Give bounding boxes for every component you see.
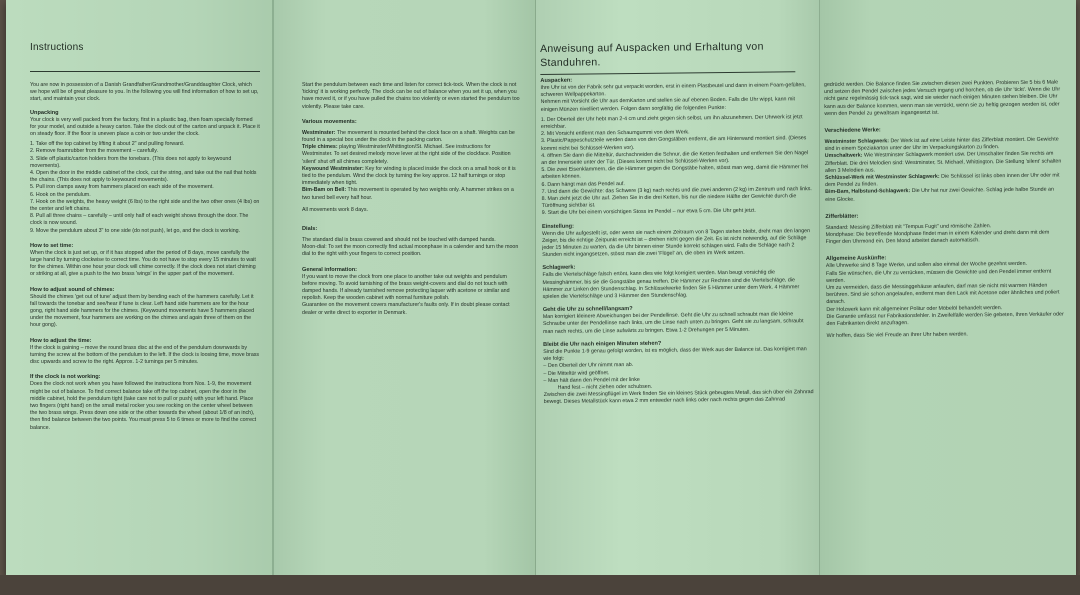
section-heading-general: General information: (302, 266, 358, 273)
closing-text: Wir hoffen, dass Sie viel Freude an Ihrer Uhr haben werden. (826, 331, 968, 340)
list-item: – Man hält dann den Pendel mit der linke (544, 375, 816, 385)
step-item: 8. Man zieht jetzt die Uhr auf. Ziehen Sie in die drei Ketten, bis nur die niedere Hälfte der Gewichte durch die Türöffnung sichtbar ist. (541, 193, 797, 210)
section-heading-unpacking: Unpacking (30, 109, 59, 116)
balance-paragraph-german: gedrückt werden. Die Balance finden Sie zwischen diesen zwei Punkten. Probieren Sie 5 bis 6 Male und setzen den Pendel zwischen jedes Versuch ingang und horchen, ob die Uhr 'tickt'. Wenn die Uhr nicht ganz regelmässig tick-tack sagt, wird sie wieder nach einigen Minuten stehen bleiben. Die Uhr kann aus der Balance kommen, wenn man sie verrückt, wenn sie zu heftig gezogen worden ist, oder wenn den Pendel zu gewaltsam ingangesetzt ist. (823, 79, 1061, 117)
page-title: Instructions (30, 42, 260, 72)
step-item: 5. Die zwei Eisenklammern, die die Hämmer gegen die Gongstäbe halten, stösst man weg, damit die Hämmer frei arbeiten können. (541, 164, 809, 181)
allgemeine-text: Alle Uhrwerke sind 8 Tage Werke, und sollen also einmal der Woche gezehnt werden. (825, 261, 1028, 270)
step-item: 8. Pull all three chains – carefully – until only half of each weight shows through the door. The clock is now wound. (30, 213, 249, 227)
section-heading-ziffer: Zifferblätter: (825, 213, 859, 220)
moon-dial-text: Moon-dial: To set the moon correctly find actual moonphase in a calender and turn the moon dial to the right with your fingers to correct position. (302, 244, 519, 258)
step-item: 1. Take off the top cabinet by lifting it about 2" and pulling forward. (30, 141, 185, 148)
section-heading-dials: Dials: (302, 226, 318, 233)
schlagwerk-text: Falls die Viertelschläge falsch ertönt, kann dies wie folgt korrigiert werden. Man beugt vorsichtig die Messinghämmer, bis sie die Gongstäbe genau treffen. Die Hämmer zur Rechten sind die Viertelschläge, die Hämmer zur Linken den Stundenschlag. In Schlüsselwerke finden Sie 5 Hämmer unter dem Werk. 4 Hämmer spielen die Viertelschläge und 3 Hämmer den Stundenschlag. (542, 269, 800, 301)
step-item: 3. Plastic/Pappeschutzteile werden dann von den Gongstäben entfernt, die am Hinterwand montiert sind. (Dieses kommt nicht bei Schlüssel-Werken vor). (541, 135, 807, 152)
intro-paragraph: You are now in possession of a Danish Grandfather/Grandmother/Granddaughter Clock, which we hope will be of great pleasure to you. In the following you will find information of how to set up, start, and maintain your clock. (30, 82, 259, 103)
adjust-time-text: If the clock is gaining – move the round brass disc at the end of the pendulum downwards by turning the screw at the bottom of the pendulum to the left. If the clock is loosing time, move brass disc upwards and screw to the right. Approx. 1-2 turnings per 5 minutes. (30, 344, 260, 366)
section-heading-movements: Various movements: (302, 118, 357, 125)
section-heading-allgemeine: Allgemeine Auskünfte: (825, 255, 887, 263)
auspacken-text: Ihre Uhr ist von der Fabrik sehr gut verpackt worden, erst in einem Plastbeutel und dann in einem Foam-gefülten, schweren Wellpappekarton. (540, 82, 806, 99)
panel-english-continued (274, 0, 536, 575)
mondphase-text: Mondphase: Die betreffende Mondphase findet man in einem Kalender und dreht dann mit dem Finger den Uhrmond ein. Den Mond arbeitet danach automatisch. (825, 229, 1050, 246)
step-item: 2. Remove foamrubber from the movement – carefully. (30, 148, 158, 155)
section-heading-werke: Verschiedene Werke: (824, 127, 881, 134)
werk-item: Westminster Schlagwerk: Der Werk ist auf eine Leiste hinter das Zifferblatt montiert. Die Gewichte sind in einem Speziakarton unter der Uhr im Verpackungskarton zu finden. (824, 136, 1059, 153)
movement-item: Bim-Bam on Bell: This movement is operated by two weights only. A hammer strikes on a two tuned bell every half hour. (302, 187, 514, 201)
section-heading-set-time: How to set time: (30, 242, 74, 249)
section-heading-bleibt: Bleibt die Uhr nach einigen Minuten stehen? (543, 340, 662, 348)
allgemeine-text: Der Holzwerk kann mit allgemeiner Politur oder Möbelöl behandelt werden. (826, 304, 1003, 313)
einstellung-text: Wenn die Uhr aufgestellt ist, oder wenn sie nach einem Zeitraum von 8 Tagen stehen bleibt, dreht man den langen Zeiger, bis die richtige Zeitpunkt erreicht ist – drehen nicht gegen die Zeit. Es ist nicht notwendig, auf die Schläge jeder 15 Minuten zu warten, da die Uhr binnen einer Stunde korrekt schlagen wird. Falls die Schläge nach 2 Stunden nicht ingangsetzen, stösst man die zwei 'Flügel' an, die oben im Werk setzen. (541, 227, 811, 259)
section-heading-auspacken: Auspacken: (540, 77, 573, 84)
movement-item: Keywound Westminster: Key for winding is placed inside the clock on a small hook or it is tied to the pendulum. Wind the clock by turning the key approx. 12 half turnings or stop immediately when tight. (302, 165, 516, 187)
movements-footer: All movements work 8 days. (302, 206, 368, 213)
balance-paragraph: Start the pendulum between each time and listen for correct tick-tock. When the clock is not 'ticking' it is working perfectly. The clock can be out of balance when you set it up, when you have moved it, or if you have pulled the chains too violently or even started the pendulum too violently. Please take care. (302, 82, 520, 110)
section-heading-adjust-time: How to adjust the time: (30, 337, 92, 344)
section-heading-adjust-sound: How to adjust sound of chimes: (30, 286, 115, 293)
not-working-text: Does the clock not work when you have followed the instructions from Nos. 1-9, the movement might be out of balance. To find correct balance take off the top cabinet, open the door in the middle cabinet, hold the pendulum tight (take care not to pull or push) with your left hand. Place two fingers (right hand) on the small metal rocker you see rocking on the center wheel between the two brass wings. Press down one side or the other towards the wheel (about 1/8 of an inch), then find balance between the two points. You must press 5 to 6 times or more to find the correct balance. (30, 381, 257, 431)
section-heading-einstellung: Einstellung: (541, 223, 574, 230)
auspacken-text-2: Nehmen mit Vorsicht die Uhr aus demKarton und stellen sie auf ebenen Boden. Falls die Uhr wippt, kann mit einigen Münzen nivelliert werden. Folgen dann sorgfältig die folgenden Punkte: (540, 96, 796, 113)
page-title-german: Anweisung auf Auspacken und Erhaltung von Standuhren. (540, 39, 795, 75)
unpacking-steps (30, 141, 260, 235)
auspacken-steps (541, 114, 814, 218)
allgemeine-text: Die Garantie umfasst nur Fabrikationsfehler. In Zweifelfälle werden Sie gebeten, Ihren Verkäufer oder den Fabrikanten direkt anzufragen. (826, 311, 1064, 328)
step-item: 9. Move the pendulum about 3" to one side (do not push), let go, and the clock is working. (30, 227, 241, 234)
unpacking-text: Your clock is very well packed from the factory, first in a plastic bag, then foam specially formed for your model, and outside a heavy carton. Take the clock out of the carton and unpack it. Place it on steady floor. If the floor is uneven place a coin or two under the clock. (30, 116, 260, 138)
step-item: 7. Hook on the weights, the heavy weight (6 lbs) to the right side and the two other ones (4 lbs) on the center and left chains. (30, 198, 260, 213)
werk-item: Bim-Bam, Halbstund-Schlagwerk: Die Uhr hat nur zwei Gewichte. Schlag jede halbe Stunde an eine Glocke. (825, 186, 1054, 203)
step-item: 9. Start die Uhr bei einem vorsichtigen Stoss im Pendel – nur etwa 5 cm. Die Uhr geht jetzt. (541, 208, 756, 217)
allgemeine-text: Um zu vermeiden, dass die Messinggehäuse anlaufen, darf man sie nicht mit warmen Händen berühren. Sind sie schon angelaufen, entfernt man den Lack mit Acetone oder ähnliches und poliert danach. (826, 282, 1060, 306)
section-heading-schlagwerk: Schlagwerk: (542, 265, 576, 272)
section-heading-zu-schnell: Geht die Uhr zu schnell/langsam? (542, 306, 633, 314)
general-text: If you want to move the clock from one place to another take out weights and pendulum before moving. To avoid tarnishing of the brass weight-covers and dial do not touch with damped hands. If already tarnished remove protecting laquer with acetone or similar and repolish. Keep the wooden cabinet with normal furniture polish. (302, 273, 510, 302)
guarantee-text: Guarantee on the movement covers manufacturer's faults only. If in doubt please contact dealer or write direct to exporter in Denmark. (302, 302, 510, 316)
step-item: 7. Und dann die Gewichte: das Schwere (3 kg) nach rechts und die zwei anderen (2 kg) im Zentrum und nach links. (541, 185, 812, 195)
movement-item: Westminster: The movement is mounted behind the clock face on a shaft. Weights can be found in a special box under the clock in the packing carton. (302, 129, 515, 144)
step-item: 2. Mit Vorsicht entfernt man den Schaumgummi von dem Werk. (540, 129, 690, 138)
list-item: – Den Oberteil der Uhr nimmt man ab. (543, 360, 815, 370)
step-item: 6. Hook on the pendulum. (30, 191, 91, 198)
section-heading-not-working: If the clock is not working: (30, 374, 101, 381)
panel-english-instructions (6, 0, 274, 575)
zu-schnell-text: Man korrigiert kleinere Abweichungen bei der Pendellinse. Geht die Uhr zu schnell schraubt man die kleine Schraube unter der Pendellinse nach links, um die Linse nach unten zu bringen. Geht sie zu langsam, schraubt man nach rechts, um die Linse aufwärts zu bringen. Etwa 1-2 Drehungen per 5 Minuten. (542, 311, 804, 335)
list-item: – Die Mitteltür wird geöffnet. (543, 368, 815, 378)
table-surface (0, 575, 1080, 595)
panel-german-continued (820, 0, 1076, 575)
step-item: 3. Slide off plastic/carton holders from the tonebars. (This does not apply to keywound movements). (30, 155, 232, 169)
bleibt-text: Sind die Punkte 1-9 genau gefolgt worden, ist es möglich, dass der Werk aus der Balance ist. Das korrigiert man wie folgt: (543, 346, 807, 363)
step-item: 4. öffnen Sie dann die Mitteltür, durchschneiden die Schnur, die die Ketten festhalten und entfernen Sie den Nagel an der Innenseite unter der Tür. (Dieses kommt nicht bei Schlüssel-Werken vor). (541, 149, 809, 166)
set-time-text: When the clock is just set up, or if it has stopped after the period of 8 days, move carefully the large hand by turning clockwise to correct time. You do not have to stop every 15 minutes to wait for the chimes. Within one hour your clock will chime correctly. If the clock does not start chiming or striking at all, give a push to the two brass 'wings' in the upper part of the movement. (30, 249, 256, 278)
werk-item: Umschaltwerk: Wie Westminster Schlagwerk montiert usw. Der Umschalter finden Sie rechts am Zifferblatt. Die drei Melodien sind: Westminster, St. Michael, Whittington. Die Stellung 'silent' schalten allen 3 Melodien aus. (824, 150, 1062, 174)
movement-item: Triple chimes: playing Westminster/Whittington/St. Michael. See instructions for Westminster. To set desired melody move lever at the right side of the clockface. Position 'silent' shut off all chimes completely. (302, 144, 511, 165)
bleibt-text-3: Zwischen die zwei Messingflügel im Werk finden Sie ein kleines Stück gebeugtes Metall, das sich über ein Zahnrad bewegt. Dieses Metallstück kann etwa 2 mm entweder nach links oder nach rechts gegen das Zahnrad (543, 389, 814, 406)
instruction-leaflet (6, 0, 1076, 575)
dials-text: The standard dial is brass covered and should not be touched with damped hands. (302, 237, 496, 244)
panel-german-instructions (536, 0, 820, 575)
werk-item: Schlüssel-Werk mit Westminster Schlagwerk: Die Schlüssel ist links oben innen der Uhr oder mit dem Pendel zu finden. (824, 172, 1060, 189)
step-item: 4. Open the door in the middle cabinet of the clock, cut the string, and take out the nail that holds the chains. (This does not apply to keywound movements). (30, 170, 257, 184)
bleibt-list (543, 360, 815, 384)
ziffer-text: Standard: Messing Zifferblatt mit "Tempus Fugit" und römische Zahlen. (825, 223, 992, 231)
step-item: 6. Dann hängt man das Pendel auf. (541, 180, 625, 188)
allgemeine-text: Falls Sie wünschen, die Uhr zu verrücken, müssen die Gewichte und den Pendel immer entfernt werden. (825, 268, 1052, 284)
bleibt-text-2: Hand fest – nicht ziehen oder schubsen. (557, 383, 653, 391)
step-item: 1. Der Oberteil der Uhr hebt man 2-4 cm und zieht gegen sich selbst, um ihn abzunehmen. Der Uhrwerk ist jetzt erreichbar. (540, 114, 803, 130)
adjust-sound-text: Should the chimes 'get out of tune' adjust them by bending each of the hammers carefully. Let it fall towards the tonebar and see/hear if tune is clear. Left hand side hammers are for the hour gong, right hand side hammers for the chimes. (Keywound movements have 5 hammers placed under the movement, four hammers are working on the chimes and again three of them on the hour gong). (30, 293, 255, 329)
step-item: 5. Pull iron clamps away from hammers placed on each side of the movement. (30, 184, 214, 191)
